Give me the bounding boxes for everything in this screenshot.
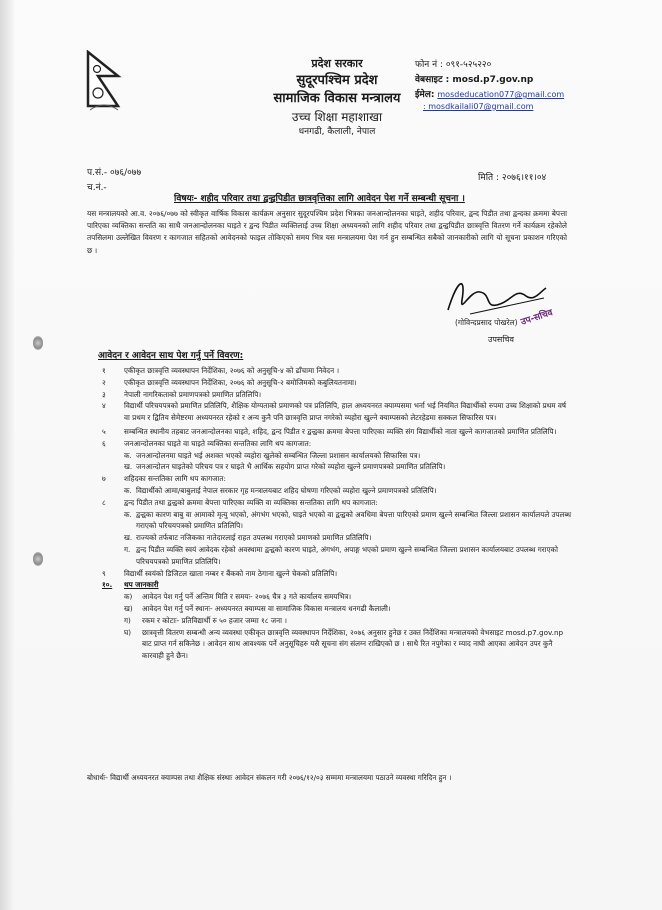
list-item [102,568,572,580]
sub-label: ग. [124,544,131,554]
sub-text: रकम र कोटाः- प्रतिविद्यार्थी रु ५० हजार जम्मा १८ जना । [142,615,287,625]
sub-item [102,450,572,462]
list-item [102,400,572,424]
sub-label: ग) [124,615,131,625]
sub-label: ख. [124,462,133,472]
item-number: ९ [102,568,106,578]
section-heading-info [102,579,572,591]
letterhead [262,50,412,137]
letter-number: प.सं.- ०७६/०७७ [87,168,142,178]
sub-text: जनआन्दोलनमा घाइते भई अशक्त भएको व्यहोरा खुलेको सम्बन्धित जिल्ला प्रशासन कार्यालयको सिफारिस पत्र। [136,450,421,460]
item-text: सम्बन्धित स्थानीय तहबाट जनआन्दोलनका घाइते, शहिद, द्वन्द पिडीत र द्वन्द्वका क्रममा बेपत्ता पारिएका व्यक्ति संग विद्यार्थीको नाता खुल्ने कागजातको प्रमाणित प्रतिलिपि। [124,426,557,436]
sub-label: क. [124,485,132,495]
sub-label: ख) [124,603,133,613]
sub-text: आवेदन पेश गर्नु पर्ने स्थानः- अध्ययनरत क्याम्पस वा सामाजिक विकास मन्त्रालय धनगढी कैलाली। [142,603,391,613]
item-number: ६ [102,438,106,448]
item-number: ७ [102,474,106,484]
division-line: उच्च शिक्षा महाशाखा [291,110,383,124]
item-number: २ [102,377,106,387]
list-item [102,365,572,377]
punch-hole [33,336,43,350]
list-item [102,377,572,389]
sub-label: घ) [124,627,132,637]
government-line: प्रदेश सरकार [311,57,363,70]
item-text: द्वन्द पिडीत तथा द्वन्द्वको क्रममा बेपत्ता पारिएका व्यक्ति वा व्यक्तिका सन्ततिका लागि थप कागजात: [124,497,378,507]
sub-item [102,485,572,497]
sub-label: क. [124,509,132,519]
phone-number: फोन नं : ०९१-५२५२२० [415,60,492,70]
signatory-name: (गोविन्दप्रसाद पोखरेल) [455,318,518,327]
ministry-line: सामाजिक विकास मन्त्रालय [273,91,401,106]
sub-label: क. [124,450,132,460]
item-number: ८ [102,497,106,507]
item-text: नेपाली नागरिकताको प्रमाणपत्रको प्रमाणित प्रतिलिपि। [124,389,262,399]
sub-label: ख. [124,533,133,543]
item-text: एकीकृत छात्रवृत्ति व्यवस्थापन निर्देशिका, २०७६ को अनुसूचि-२ बमोजिमको कबुलियतनामा। [124,377,357,387]
list-item [102,389,572,401]
sub-item [102,627,572,662]
sub-text: विद्यार्थीको आमा/बाबुलाई नेपाल सरकार गृह मन्त्रालयबाट शहिद घोषणा गरिएको व्यहोरा खुल्ने प्रमाणपत्रको प्रतिलिपि। [136,485,437,495]
contact-block [415,57,564,117]
list-item [102,473,572,485]
item-number: ४ [102,401,106,411]
sub-text: छात्रवृत्ती वितरण सम्बन्धी अन्य व्यवस्था एकीकृत छात्रवृत्ति व्यवस्थापन निर्देशिका, २०७६ अनुसार हुनेछ र उक्त निर्देशिका मन्त्रालयको वेभसाइट mosd.p7.gov.np बाट प्राप्त गर्न सकिनेछ । आवेदन साथ आवश्यक पर्ने अनुसूचिहरु यसै सूचना संग संलग्न राखिएको छ । साथै रित नपुगेका र म्याद नाघी आएका आवेदन उपर कुनै कारवाही हुने छैन। [142,627,564,661]
scan-edge [0,0,14,910]
website: वेबसाइट : mosd.p7.gov.np [415,75,534,85]
list-item [102,426,572,438]
email-link-2[interactable]: : mosdkailali07@gmail.com [423,102,534,111]
dispatch-number: च.नं.- [87,183,107,193]
sub-text: द्वन्द्वका कारण बाबु वा आमाको मृत्यु भएको, अंगभंग भएको, घाइते भएको वा द्वन्द्वको अवधिमा बेपत्ता पारिएको प्रमाण खुल्ने सम्बन्धित जिल्ला प्रशासन कार्यालयले उपलब्ध गराएको परिचयपत्रको प्रमाणित प्रतिलिपि। [136,509,572,531]
sub-item [102,544,572,568]
info-title: थप जानकारी [124,580,159,590]
item-number: ३ [102,389,106,399]
nepal-emblem-icon [84,50,124,112]
sub-item [102,603,572,615]
sub-text: जनआन्दोलन घाइतेको परिचय पत्र र घाइते भै आर्थिक सहयोग प्राप्त गरेको व्यहोरा खुल्ने प्रमाणपत्रको प्रमाणित प्रतिलिपि। [136,462,446,472]
item-text: शहिदका सन्ततिका लागि थप कागजात: [124,474,226,484]
sub-item [102,532,572,544]
list-item [102,438,572,450]
notice-body: यस मन्त्रालयको आ.व. २०७६/०७७ को स्वीकृत वार्षिक विकास कार्यक्रम अनुसार सुदूरपश्चिम प्रदेश भित्रका जनआन्दोलनका घाइते, शहीद परिवार, द्वन्द पिडीत तथा द्वन्दका क्रममा बेपत्ता पारिएका व्यक्तिका सन्तति का साथै जनआन्दोलनका घाइते र द्वन्द पिडीत व्यक्तिलाई उच्च शिक्षा अध्ययनको लागि शहीद परिवार तथा द्वन्द्वपिडीत छात्रवृत्ति वितरण गर्ने कार्यक्रम रहेकोले तपसिलमा उल्लेखित विवरण र कागजात सहितको आवेदनको फाइल तोकिएको समय भित्र यस मन्त्रालयमा पेश गर्न हुन सम्बन्धित सबैको जानकारीको लागि यो सूचना प्रकाशन गरिएको छ । [87,209,567,255]
item-text: जनआन्दोलनका घाइते वा घाइते व्यक्तिका सन्ततिका लागि थप कागजात: [124,438,312,448]
email-row-2 [415,102,564,117]
stamp: उप-सचिव [519,308,555,328]
email-link-1[interactable]: mosdeducation077@gmail.com [437,90,565,99]
email-label: ईमेल: [415,90,435,100]
sub-label: क) [124,592,133,602]
item-text: विद्यार्थी स्वयंको डिजिटल खाता नम्बर र बैंकको नाम ठेगाना खुल्ने चेकको प्रतिलिपि। [124,568,338,578]
sub-item [102,615,572,627]
sub-item [102,509,572,533]
sub-item [102,591,572,603]
sub-text: द्वन्द पिडीत व्यक्ति स्वयं आवेदक रहेको अवस्थामा द्वन्द्वको कारण घाइते, अंगभंग, अपाङ्ग भएको प्रमाण खुल्ने सम्बन्धित जिल्ला प्रशासन कार्यालयबाट उपलब्ध गराएको परिचयपत्रको प्रमाणित प्रतिलिपि। [136,544,558,566]
punch-hole [33,552,43,566]
subject-line: विषयः- शहीद परिवार तथा द्वन्द्वपिडीत छात्रवृत्तिका लागि आवेदन पेश गर्ने सम्बन्धी सूचना । [174,194,465,204]
item-text: एकीकृत छात्रवृत्ति व्यवस्थापन निर्देशिका, २०७६ को अनुसूचि-४ को ढाँचामा निवेदन । [124,366,340,375]
letter-date: मिति : २०७६।११।०४ [478,173,547,183]
address-line: धनगढी, कैलाली, नेपाल [298,127,376,137]
list-item [102,497,572,509]
reference-block [87,166,141,196]
sub-text: आवेदन पेश गर्नु पर्ने अन्तिम मिति र समयः- २०७६ चैत्र ३ गते कार्यालय समयभित्र। [142,592,352,602]
sub-item [102,461,572,473]
item-number: ५ [102,426,106,436]
email-row [415,87,564,102]
province-line: सुदूरपश्चिम प्रदेश [296,73,378,88]
item-text: विद्यार्थी परिचयपत्रको प्रमाणित प्रतिलिपि, शैक्षिक योग्यताको प्रमाणको पत्र प्रतिलिपि, हाल अध्ययनरत क्याम्पसमा भर्ना भई नियमित विद्यार्थीको रुपमा उच्च शिक्षाको प्रथम वर्ष वा प्रथम र द्वितिय सेमेष्टरमा अध्ययनरत रहेको र अन्य कुनै पनि छात्रवृत्ति प्राप्त नगरेको व्यहोरा खुल्ने क्याम्पसको लेटरहेडमा सक्कल सिफारिस पत्र। [124,401,566,423]
bodhartha-note: बोधार्थः- विद्यार्थी अध्ययनरत क्याम्पस तथा शैक्षिक संस्थाः आवेदन संकलन गरी २०७६/१२/०३ सम्ममा मन्त्रालयमा पठाउने व्यवस्था गरिदिन हुन । [87,773,452,782]
signatory-title: उपसचिव [488,335,514,344]
requirements-list [102,365,572,662]
item-number: १०. [102,580,113,590]
item-number: १ [102,366,106,375]
section-heading-requirements: आवेदन र आवेदन साथ पेश गर्नु पर्ने विवरण: [98,351,244,361]
sub-text: राज्यको तर्फबाट नजिकका नातेदारलाई राहत उपलब्ध गराएको प्रमाणको प्रमाणित प्रतिलिपि। [136,533,372,543]
